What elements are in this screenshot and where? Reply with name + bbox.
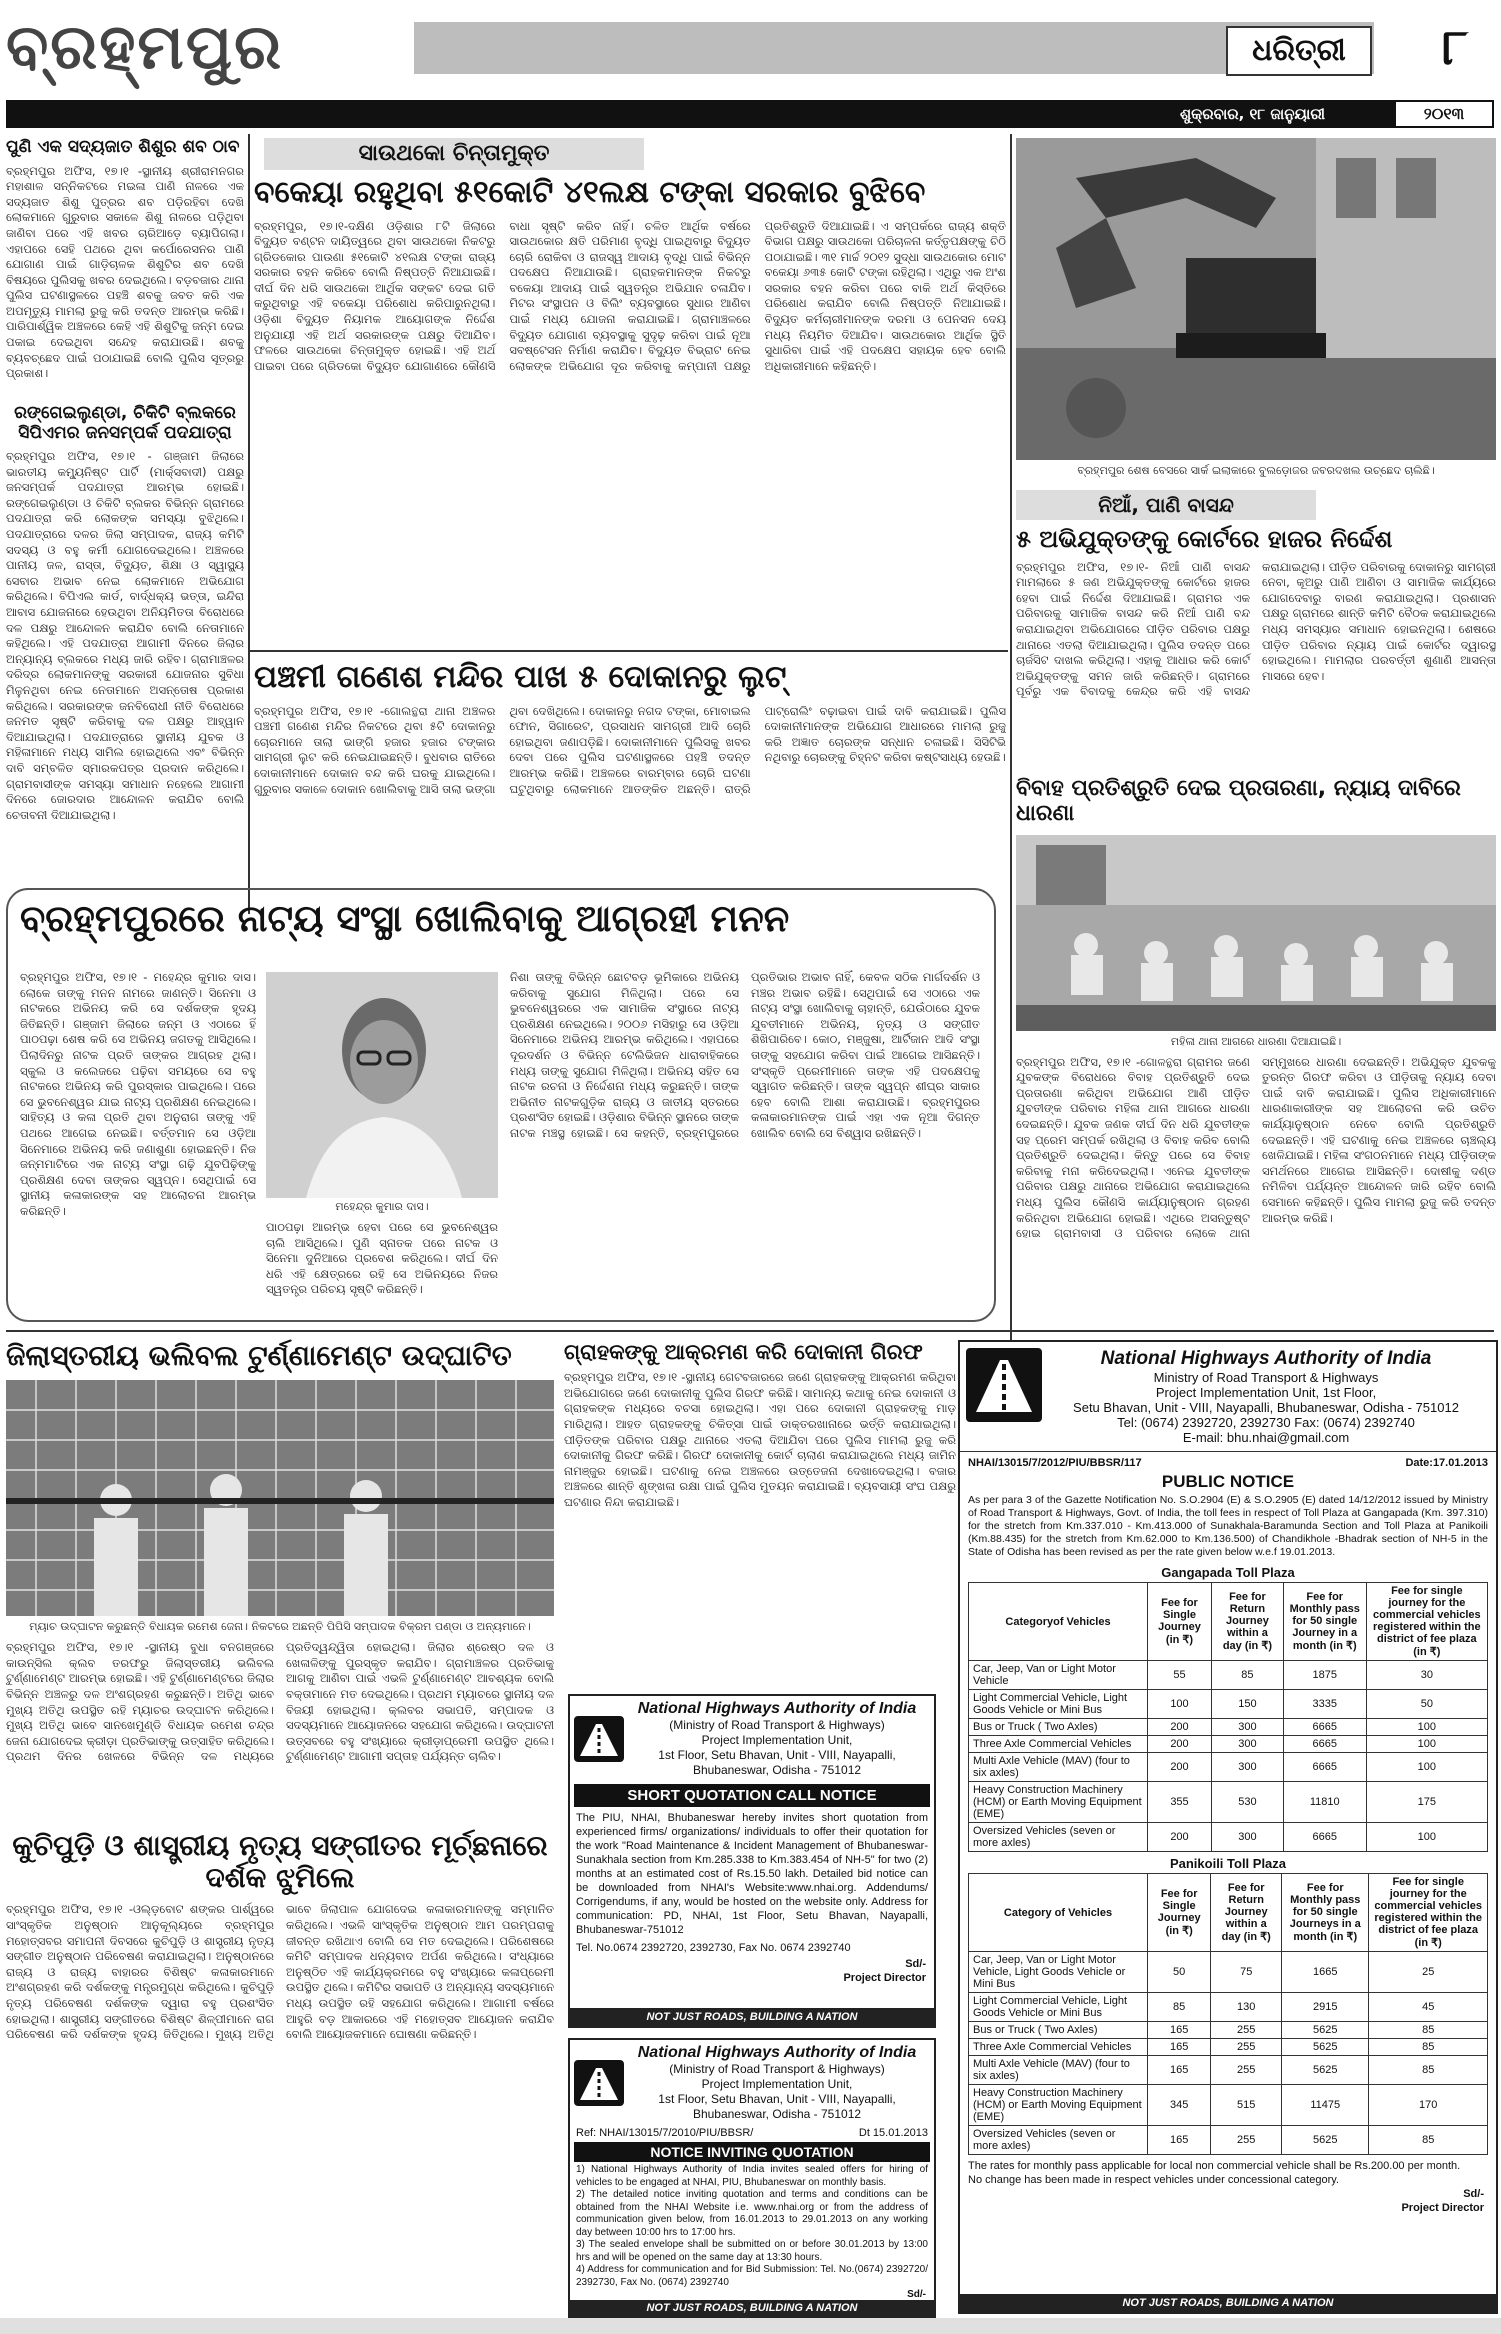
article-body-left: ବ୍ରହ୍ମପୁର ଅଫିସ, ୧୭।୧ - ମହେନ୍ଦ୍ର କୁମାର ଦାସ। ଲୋକେ ତାଙ୍କୁ ମନନ ନାମରେ ଜାଣନ୍ତି। ସିନେମା ଓ ନାଟକରେ ଅଭିନୟ କରି ସେ ଦର୍ଶକଙ୍କ ହୃଦୟ ଜିତିଛନ୍ତି। ଗଞ୍ଜାମ ଜିଲାରେ ଜନ୍ମ ଓ ଏଠାରେ ହିଁ ପାଠପଢ଼ା ଶେଷ କରି ସେ ଅଭିନୟ ଜଗତକୁ ଆସିଥିଲେ। ପିଲାଦିନରୁ ନାଟକ ପ୍ରତି ତାଙ୍କର ଆଗ୍ରହ ଥିଲା। ସ୍କୁଲ ଓ କଲେଜରେ ପଢ଼ିବା ସମୟରେ ସେ ବହୁ ନାଟକରେ ଅଭିନୟ କରି ପୁରସ୍କାର ପାଇଥିଲେ। ପରେ ସେ ଭୁବନେଶ୍ୱର ଯାଇ ନାଟ୍ୟ ପ୍ରଶିକ୍ଷଣ ନେଇଥିଲେ। ସାହିତ୍ୟ ଓ କଳା ପ୍ରତି ଥିବା ଅନୁରାଗ ତାଙ୍କୁ ଏହି ପଥରେ ଆଗେଇ ନେଇଛି। ବର୍ତ୍ତମାନ ସେ ଓଡ଼ିଆ ସିନେମାରେ ଅଭିନୟ କରି ଜଣାଶୁଣା ହୋଇଛନ୍ତି। ନିଜ ଜନ୍ମମାଟିରେ ଏକ ନାଟ୍ୟ ସଂସ୍ଥା ଗଢ଼ି ଯୁବପିଢ଼ିଙ୍କୁ ପ୍ରଶିକ୍ଷଣ ଦେବା ତାଙ୍କର ସ୍ୱପ୍ନ। ସେଥିପାଇଁ ସେ ସ୍ଥାନୀୟ କଳାକାରଙ୍କ ସହ ଆଲୋଚନା ଆରମ୍ଭ କରିଛନ୍ତି। <box>20 970 256 1218</box>
table-row <box>969 1823 1488 1852</box>
nhai-logo-icon <box>574 1716 624 1762</box>
ad-sd: Sd/- <box>1463 2188 1484 2200</box>
headline: ରଙ୍ଗେଇଲୁଣ୍ଡା, ଚିକିଟି ବ୍ଲକରେ ସିପିଏମର ଜନସମ୍ପର୍କ ପଦଯାତ୍ରା <box>14 403 236 443</box>
article-body: ବ୍ରହ୍ମପୁର ଅଫିସ, ୧୭।୧ -ଗୋଳନ୍ଥରା ଗ୍ରାମର ଜଣେ ଯୁବକଙ୍କ ବିରୋଧରେ ବିବାହ ପ୍ରତିଶ୍ରୁତି ଦେଇ ପ୍ରତାରଣା କରିଥିବା ଅଭିଯୋଗ ଆଣି ପୀଡ଼ିତ ଯୁବତୀଙ୍କ ପରିବାର ମହିଳା ଥାନା ଆଗରେ ଧାରଣା ଦେଇଛନ୍ତି। ଯୁବକ ଜଣକ ଦୀର୍ଘ ଦିନ ଧରି ଯୁବତୀଙ୍କ ସହ ପ୍ରେମ ସମ୍ପର୍କ ରଖିଥିଲା ଓ ବିବାହ କରିବ ବୋଲି ପ୍ରତିଶ୍ରୁତି ଦେଇଥିଲା। କିନ୍ତୁ ପରେ ସେ ବିବାହ କରିବାକୁ ମନା କରିଦେଇଥିଲା। ଏନେଇ ଯୁବତୀଙ୍କ ପରିବାର ପକ୍ଷରୁ ଥାନାରେ ଅଭିଯୋଗ କରାଯାଇଥିଲେ ମଧ୍ୟ ପୁଲିସ କୌଣସି କାର୍ଯ୍ୟାନୁଷ୍ଠାନ ଗ୍ରହଣ କରିନଥିବା ଅଭିଯୋଗ ହୋଇଛି। ଏଥିରେ ଅସନ୍ତୁଷ୍ଟ ହୋଇ ଗ୍ରାମବାସୀ ଓ ପରିବାର ଲୋକେ ଥାନା ସମ୍ମୁଖରେ ଧାରଣା ଦେଇଛନ୍ତି। ଅଭିଯୁକ୍ତ ଯୁବକକୁ ତୁରନ୍ତ ଗିରଫ କରିବା ଓ ପୀଡ଼ିତାକୁ ନ୍ୟାୟ ଦେବା ପାଇଁ ଦାବି କରାଯାଇଛି। ପୁଲିସ ଅଧିକାରୀମାନେ ଧାରଣାକାରୀଙ୍କ ସହ ଆଲୋଚନା କରି ଉଚିତ କାର୍ଯ୍ୟାନୁଷ୍ଠାନ ନେବେ ବୋଲି ପ୍ରତିଶ୍ରୁତି ଦେଇଛନ୍ତି। ଏହି ଘଟଣାକୁ ନେଇ ଅଞ୍ଚଳରେ ଚାଞ୍ଚଲ୍ୟ ଖେଳିଯାଇଛି। ମହିଳା ସଂଗଠନମାନେ ମଧ୍ୟ ପୀଡ଼ିତାଙ୍କ ସମର୍ଥନରେ ଆଗେଇ ଆସିଛନ୍ତି। ଦୋଷୀକୁ ଦଣ୍ଡ ନମିଳିବା ପର୍ଯ୍ୟନ୍ତ ଆନ୍ଦୋଳନ ଜାରି ରହିବ ବୋଲି ସେମାନେ କହିଛନ୍ତି। ପୁଲିସ ମାମଲା ରୁଜୁ କରି ତଦନ୍ତ ଆରମ୍ଭ କରିଛି। <box>1016 1054 1496 1241</box>
table-cell: Heavy Construction Machinery (HCM) or Earth Moving Equipment (EME) <box>969 2085 1148 2126</box>
kicker: ନିଆଁ, ପାଣି ବାସନ୍ଦ <box>1016 490 1316 520</box>
table-cell: 165 <box>1148 2039 1211 2056</box>
article-body: ବ୍ରହ୍ମପୁର ଅଫିସ, ୧୭।୧- ନିଆଁ ପାଣି ବାସନ୍ଦ ମାମଲାରେ ୫ ଜଣ ଅଭିଯୁକ୍ତଙ୍କୁ କୋର୍ଟରେ ହାଜର ହେବା ପାଇଁ ନିର୍ଦ୍ଦେଶ ଦିଆଯାଇଛି। ଗ୍ରାମର ଏକ ପରିବାରକୁ ସାମାଜିକ ବାସନ୍ଦ କରି ନିଆଁ ପାଣି ବନ୍ଦ କରାଯାଇଥିବା ଅଭିଯୋଗରେ ପୀଡ଼ିତ ପରିବାର ପକ୍ଷରୁ ଥାନାରେ ଏତଲା ଦିଆଯାଇଥିଲା। ପୁଲିସ ତଦନ୍ତ ପରେ ଚାର୍ଜସିଟ ଦାଖଲ କରିଥିଲା। ଏହାକୁ ଆଧାର କରି କୋର୍ଟ ଅଭିଯୁକ୍ତଙ୍କୁ ସମନ ଜାରି କରିଛନ୍ତି। ଗ୍ରାମରେ ପୂର୍ବରୁ ଏକ ବିବାଦକୁ କେନ୍ଦ୍ର କରି ଏହି ବାସନ୍ଦ କରାଯାଇଥିଲା। ପୀଡ଼ିତ ପରିବାରକୁ ଦୋକାନରୁ ସାମଗ୍ରୀ ନେବା, କୂଅରୁ ପାଣି ଆଣିବା ଓ ସାମାଜିକ କାର୍ଯ୍ୟରେ ଯୋଗଦେବାରୁ ବାରଣ କରାଯାଇଥିଲା। ପ୍ରଶାସନ ପକ୍ଷରୁ ଗ୍ରାମରେ ଶାନ୍ତି କମିଟି ବୈଠକ କରାଯାଇଥିଲେ ମଧ୍ୟ ସମସ୍ୟାର ସମାଧାନ ହୋଇନଥିଲା। ଶେଷରେ ପୀଡ଼ିତ ପରିବାର ନ୍ୟାୟ ପାଇଁ କୋର୍ଟର ଦ୍ୱାରସ୍ଥ ହୋଇଥିଲେ। ମାମଲାର ପରବର୍ତ୍ତୀ ଶୁଣାଣି ଆସନ୍ତା ମାସରେ ହେବ। <box>1016 559 1496 699</box>
page-number: ୮ <box>1441 18 1469 76</box>
article-manan-theatre <box>6 888 996 1322</box>
ad-tagline: NOT JUST ROADS, BUILDING A NATION <box>960 2294 1496 2312</box>
table-cell: 85 <box>1369 2039 1488 2056</box>
ad-ref: Ref: NHAI/13015/7/2010/PIU/BBSR/ <box>576 2127 754 2139</box>
section-rule <box>250 650 1008 652</box>
ad-item: 3) The sealed envelope shall be submitted on or before 30.01.2013 by 13:00 hrs and will be opened on the same day at 13:30 hours. <box>576 2239 928 2263</box>
table-header: Fee for Single Journey (in ₹) <box>1148 1583 1212 1661</box>
table-cell: 25 <box>1369 1952 1488 1993</box>
toll-table-panikoili <box>968 1873 1488 2155</box>
ad-title: SHORT QUOTATION CALL NOTICE <box>574 1784 930 1807</box>
page-bottom-bar <box>0 2318 1501 2334</box>
headline: ବକେୟା ରହୁଥିବା ୫୧କୋଟି ୪୧ଲକ୍ଷ ଟଙ୍କା ସରକାର ବୁଝିବେ <box>254 175 926 210</box>
ad-footnote: The rates for monthly pass applicable for local non commercial vehicle shall be Rs.200.00 per month. <box>968 2160 1461 2172</box>
dharna-photo <box>1016 835 1496 1031</box>
table-cell: 165 <box>1148 2126 1211 2155</box>
ad-signatory: Project Director <box>1401 2202 1484 2214</box>
table-cell: Light Commercial Vehicle, Light Goods Vehicle or Mini Bus <box>969 1690 1148 1719</box>
table-cell: 300 <box>1211 1736 1283 1753</box>
article-southco <box>254 138 1006 573</box>
table-header: Fee for single journey for the commercial vehicles registered within the district of fee plaza (in ₹) <box>1366 1583 1487 1661</box>
table-cell: 1875 <box>1283 1661 1366 1690</box>
table-cell: Oversized Vehicles (seven or more axles) <box>969 2126 1148 2155</box>
ad-tagline: NOT JUST ROADS, BUILDING A NATION <box>570 2008 934 2026</box>
table-cell: 50 <box>1366 1690 1487 1719</box>
table-cell: Car, Jeep, Van or Light Motor Vehicle <box>969 1661 1148 1690</box>
table-cell: 300 <box>1211 1719 1283 1736</box>
photo-caption: ମହେନ୍ଦ୍ର କୁମାର ଦାସ। <box>335 1200 429 1213</box>
table-cell: 165 <box>1148 2056 1211 2085</box>
article-kuchipudi <box>6 1830 554 2278</box>
headline: ବିବାହ ପ୍ରତିଶ୍ରୁତି ଦେଇ ପ୍ରତାରଣା, ନ୍ୟାୟ ଦାବିରେ ଧାରଣା <box>1016 776 1461 827</box>
headline: ଜିଲାସ୍ତରୀୟ ଭଲିବଲ ଟୁର୍ଣ୍ଣାମେଣ୍ଟ ଉଦ୍‌ଘାଟିତ <box>6 1339 512 1372</box>
ad-email: E-mail: bhu.nhai@gmail.com <box>1182 1430 1350 1445</box>
table-header: Fee for Return Journey within a day (in ₹) <box>1211 1874 1282 1952</box>
article-body-right: ନିଶା ତାଙ୍କୁ ବିଭିନ୍ନ ଛୋଟବଡ଼ ଭୂମିକାରେ ଅଭିନୟ କରିବାକୁ ସୁଯୋଗ ମିଳିଥିଲା। ପରେ ସେ ଭୁବନେଶ୍ୱରରେ ଏକ ସାମାଜିକ ସଂସ୍ଥାରେ ନାଟ୍ୟ ପ୍ରଶିକ୍ଷଣ ନେଇଥିଲେ। ୨୦୦୬ ମସିହାରୁ ସେ ଓଡ଼ିଆ ସିନେମାରେ ଅଭିନୟ ଆରମ୍ଭ କରିଥିଲେ। ଏହାପରେ ଦୂରଦର୍ଶନ ଓ ବିଭିନ୍ନ ଟେଲିଭିଜନ ଧାରାବାହିକରେ ମଧ୍ୟ ତାଙ୍କୁ ସୁଯୋଗ ମିଳିଥିଲା। ଅଭିନୟ ସହିତ ସେ ନାଟକ ରଚନା ଓ ନିର୍ଦ୍ଦେଶନା ମଧ୍ୟ କରୁଛନ୍ତି। ତାଙ୍କ ଅଭିନୀତ ନାଟକଗୁଡ଼ିକ ରାଜ୍ୟ ଓ ଜାତୀୟ ସ୍ତରରେ ପ୍ରଶଂସିତ ହୋଇଛି। ଓଡ଼ିଶାର ବିଭିନ୍ନ ସ୍ଥାନରେ ତାଙ୍କ ନାଟକ ମଞ୍ଚସ୍ଥ ହୋଇଛି। ସେ କହନ୍ତି, ବ୍ରହ୍ମପୁରରେ ପ୍ରତିଭାର ଅଭାବ ନାହିଁ, କେବଳ ସଠିକ ମାର୍ଗଦର୍ଶନ ଓ ମଞ୍ଚର ଅଭାବ ରହିଛି। ସେଥିପାଇଁ ସେ ଏଠାରେ ଏକ ନାଟ୍ୟ ସଂସ୍ଥା ଖୋଲିବାକୁ ଚାହାନ୍ତି, ଯେଉଁଠାରେ ଯୁବକ ଯୁବତୀମାନେ ଅଭିନୟ, ନୃତ୍ୟ ଓ ସଙ୍ଗୀତ ଶିଖିପାରିବେ। କୋଠ, ମଞ୍ଜୁଷା, ଆର୍ଟିଜାନ ଆଦି ସଂସ୍ଥା ତାଙ୍କୁ ସହଯୋଗ କରିବା ପାଇଁ ଆଗେଇ ଆସିଛନ୍ତି। ସଂସ୍କୃତି ପ୍ରେମୀମାନେ ତାଙ୍କ ଏହି ପଦକ୍ଷେପକୁ ସ୍ୱାଗତ କରିଛନ୍ତି। ତାଙ୍କ ସ୍ୱପ୍ନ ଶୀଘ୍ର ସାକାର ହେବ ବୋଲି ଆଶା କରାଯାଉଛି। ବ୍ରହ୍ମପୁରର କଳାକାରମାନଙ୍କ ପାଇଁ ଏହା ଏକ ନୂଆ ଦିଗନ୍ତ ଖୋଲିବ ବୋଲି ସେ ବିଶ୍ୱାସ ରଖିଛନ୍ତି। <box>510 970 980 1140</box>
table-cell: 530 <box>1211 1782 1283 1823</box>
nhai-logo-icon <box>574 2060 624 2106</box>
table-cell: 5625 <box>1282 2056 1369 2085</box>
table-cell: 55 <box>1148 1661 1212 1690</box>
ad-unit: Project Implementation Unit, <box>701 1733 853 1747</box>
table-cell: 100 <box>1366 1719 1487 1736</box>
ad-item: 2) The detailed notice inviting quotation and terms and conditions can be obtained from the NHAI Website i.e. www.nhai.org or from the address of communication given below, from 16.01.2013 to 29.01.2013 on any working day between 10:00 hrs to 17:00 hrs. <box>576 2189 928 2238</box>
table-cell: 85 <box>1211 1661 1283 1690</box>
table-cell: 30 <box>1366 1661 1487 1690</box>
photo-caption: ମହିଳା ଥାନା ଆଗରେ ଧାରଣା ଦିଆଯାଇଛି। <box>1170 1034 1342 1048</box>
table-row <box>969 2085 1488 2126</box>
ad-phone: Tel: (0674) 2392720, 2392730 Fax: (0674) 2392740 <box>1117 1415 1415 1430</box>
ad-body: The PIU, NHAI, Bhubaneswar hereby invites short quotation from experienced firms/ organizations/ individuals to offer their quotation for the work "Road Maintenance & Incident Management of Bhubaneswar-Sunakhala section from Km.285.338 to Km.383.454 of NH-5" for two (2) months at an estimated cost of Rs.15.50 lakh. Detailed bid notice can be downloaded from NHAI's Website:www.nhai.org. Addendums/ Corrigendums, if any, would be hosted on the website only. Address for communication: PD, NHAI, 1st Floor, Setu Bhavan, Nayapalli, Bhubaneswar-751012 <box>576 1812 928 1936</box>
table-cell: 300 <box>1211 1823 1283 1852</box>
table-cell: 5625 <box>1282 2039 1369 2056</box>
table-cell: 100 <box>1366 1753 1487 1782</box>
column-rule <box>1010 134 1012 1404</box>
table-cell: 3335 <box>1283 1690 1366 1719</box>
ad-item: 4) Address for communication and for Bid Submission: Tel. No.(0674) 2392720/ 2392730, Fax No. (0674) 2392740 <box>576 2264 928 2288</box>
table-row <box>969 1661 1488 1690</box>
headline: ଗ୍ରାହକଙ୍କୁ ଆକ୍ରମଣ କରି ଦୋକାନୀ ଗିରଫ <box>564 1340 923 1364</box>
table-cell: 85 <box>1369 2126 1488 2155</box>
table-cell: Bus or Truck ( Two Axles) <box>969 1719 1148 1736</box>
table-header: Categoryof Vehicles <box>969 1583 1148 1661</box>
ad-footnote: No change has been made in respect vehicles under concessional category. <box>968 2174 1339 2186</box>
table-row <box>969 1719 1488 1736</box>
table-cell: 255 <box>1211 2056 1282 2085</box>
toll-table-gangapada <box>968 1582 1488 1852</box>
table-cell: 45 <box>1369 1993 1488 2022</box>
ad-item: 1) National Highways Authority of India invites sealed offers for hiring of vehicles to be engaged at NHAI, PIU, Bhubaneswar on monthly basis. <box>576 2164 928 2188</box>
article-body: ବ୍ରହ୍ମପୁର, ୧୭।୧-ଦକ୍ଷିଣ ଓଡ଼ିଶାର ୮ଟି ଜିଲାରେ ବିଦ୍ୟୁତ ବଣ୍ଟନ ଦାୟିତ୍ୱରେ ଥିବା ସାଉଥକୋ ନିକଟରୁ ଗ୍ରିଡକୋର ପାଉଣା ୫୧କୋଟି ୪୧ଲକ୍ଷ ଟଙ୍କା ରାଜ୍ୟ ସରକାର ବହନ କରିବେ ବୋଲି ନିଷ୍ପତ୍ତି ନିଆଯାଇଛି। ଦୀର୍ଘ ଦିନ ଧରି ସାଉଥକୋ ଆର୍ଥିକ ସଙ୍କଟ ଦେଇ ଗତି କରୁଥିବାରୁ ଏହି ବକେୟା ପରିଶୋଧ କରିପାରୁନଥିଲା। ଓଡ଼ିଶା ବିଦ୍ୟୁତ ନିୟାମକ ଆୟୋଗଙ୍କ ନିର୍ଦ୍ଦେଶ ଅନୁଯାୟୀ ଏହି ଅର୍ଥ ସରକାରଙ୍କ ପକ୍ଷରୁ ଦିଆଯିବ। ଫଳରେ ସାଉଥକୋ ଚିନ୍ତାମୁକ୍ତ ହୋଇଛି। ଏହି ଅର୍ଥ ପାଇବା ପରେ ଗ୍ରିଡକୋ ବିଦ୍ୟୁତ ଯୋଗାଣରେ କୌଣସି ବାଧା ସୃଷ୍ଟି କରିବ ନାହିଁ। ଚଳିତ ଆର୍ଥିକ ବର୍ଷରେ ସାଉଥକୋର କ୍ଷତି ପରିମାଣ ବୃଦ୍ଧି ପାଇଥିବାରୁ ବିଦ୍ୟୁତ ଚୋରି ରୋକିବା ଓ ରାଜସ୍ୱ ଆଦାୟ ବୃଦ୍ଧି ପାଇଁ ବିଭିନ୍ନ ପଦକ୍ଷେପ ନିଆଯାଉଛି। ଗ୍ରାହକମାନଙ୍କ ନିକଟରୁ ବକେୟା ଆଦାୟ ପାଇଁ ସ୍ୱତନ୍ତ୍ର ଅଭିଯାନ ଚଳାଯିବ। ମିଟର ସଂସ୍ଥାପନ ଓ ବିଲିଂ ବ୍ୟବସ୍ଥାରେ ସୁଧାର ଆଣିବା ପାଇଁ ମଧ୍ୟ ଯୋଜନା କରାଯାଇଛି। ଗ୍ରାମାଞ୍ଚଳରେ ବିଦ୍ୟୁତ ଯୋଗାଣ ବ୍ୟବସ୍ଥାକୁ ସୁଦୃଢ଼ କରିବା ପାଇଁ ନୂଆ ସବଷ୍ଟେସନ ନିର୍ମାଣ କରାଯିବ। ବିଦ୍ୟୁତ ବିଭ୍ରାଟ ନେଇ ଲୋକଙ୍କ ଅଭିଯୋଗ ଦୂର କରିବାକୁ କମ୍ପାନୀ ପକ୍ଷରୁ ପ୍ରତିଶ୍ରୁତି ଦିଆଯାଇଛି। ଏ ସମ୍ପର୍କରେ ରାଜ୍ୟ ଶକ୍ତି ବିଭାଗ ପକ୍ଷରୁ ସାଉଥକୋ ପରିଚାଳନା କର୍ତ୍ତୃପକ୍ଷଙ୍କୁ ଚିଠି ପଠାଯାଇଛି। ୩୧ ମାର୍ଚ୍ଚ ୨୦୧୨ ସୁଦ୍ଧା ସାଉଥକୋର ମୋଟ ବକେୟା ୬୩୫ କୋଟି ଟଙ୍କା ରହିଥିଲା। ଏଥିରୁ ଏକ ଅଂଶ ସରକାର ବହନ କରିବା ପରେ ବାକି ଅର୍ଥ କିସ୍ତିରେ ପରିଶୋଧ କରାଯିବ ବୋଲି ନିଷ୍ପତ୍ତି ନିଆଯାଇଛି। ବିଦ୍ୟୁତ କର୍ମଚାରୀମାନଙ୍କ ଦରମା ଓ ପେନସନ ଦେୟ ମଧ୍ୟ ନିୟମିତ ଦିଆଯିବ। ସାଉଥକୋର ଆର୍ଥିକ ସ୍ଥିତି ସୁଧାରିବା ପାଇଁ ଏହି ପଦକ୍ଷେପ ସହାୟକ ହେବ ବୋଲି ଅଧିକାରୀମାନେ କହିଛନ୍ତି। <box>254 218 1006 373</box>
ad-org: National Highways Authority of India <box>637 2044 917 2061</box>
article-stillborn <box>6 138 244 414</box>
table-row <box>969 1993 1488 2022</box>
ad-org: National Highways Authority of India <box>1100 1348 1432 1369</box>
table-row <box>969 1690 1488 1719</box>
table-cell: 11810 <box>1283 1782 1366 1823</box>
article-body: ବ୍ରହ୍ମପୁର ଅଫିସ, ୧୭।୧ -ଓଲ୍ଡ଼ବୋଟ ଶଙ୍କର ପାର୍ଶ୍ୱରେ ସାଂସ୍କୃତିକ ଅନୁଷ୍ଠାନ ଆନୁକୂଲ୍ୟରେ ବ୍ରହ୍ମପୁର ମହୋତ୍ସବର ସମାପନୀ ଦିବସରେ କୁଚିପୁଡ଼ି ଓ ଶାସ୍ତ୍ରୀୟ ନୃତ୍ୟ ସଙ୍ଗୀତ ଅନୁଷ୍ଠାନ ପରିବେଷଣ କରାଯାଇଥିଲା। ଅନୁଷ୍ଠାନରେ ରାଜ୍ୟ ଓ ରାଜ୍ୟ ବାହାରର ବିଶିଷ୍ଟ କଳାକାରମାନେ ଅଂଶଗ୍ରହଣ କରି ଦର୍ଶକଙ୍କୁ ମନ୍ତ୍ରମୁଗ୍ଧ କରିଥିଲେ। କୁଚିପୁଡ଼ି ନୃତ୍ୟ ପରିବେଷଣ ଦର୍ଶକଙ୍କ ଦ୍ୱାରା ବହୁ ପ୍ରଶଂସିତ ହୋଇଥିଲା। ଶାସ୍ତ୍ରୀୟ ସଙ୍ଗୀତରେ ବିଶିଷ୍ଟ ଶିଳ୍ପୀମାନେ ରାଗ ପରିବେଷଣ କରି ଦର୍ଶକଙ୍କ ହୃଦୟ ଜିତିଥିଲେ। ମୁଖ୍ୟ ଅତିଥି ଭାବେ ଜିଲାପାଳ ଯୋଗଦେଇ କଳାକାରମାନଙ୍କୁ ସମ୍ମାନିତ କରିଥିଲେ। ଏଭଳି ସାଂସ୍କୃତିକ ଅନୁଷ୍ଠାନ ଆମ ପରମ୍ପରାକୁ ଜୀବନ୍ତ ରଖିଥାଏ ବୋଲି ସେ ମତ ଦେଇଥିଲେ। ପରିଶେଷରେ କମିଟି ସମ୍ପାଦକ ଧନ୍ୟବାଦ ଅର୍ପଣ କରିଥିଲେ। ସଂଧ୍ୟାରେ ଅନୁଷ୍ଠିତ ଏହି କାର୍ଯ୍ୟକ୍ରମରେ ବହୁ ସଂଖ୍ୟାରେ କଳାପ୍ରେମୀ ଉପସ୍ଥିତ ଥିଲେ। କମିଟିର ସଭାପତି ଓ ଅନ୍ୟାନ୍ୟ ସଦସ୍ୟମାନେ ମଧ୍ୟ ଉପସ୍ଥିତ ରହି ସହଯୋଗ କରିଥିଲେ। ଆଗାମୀ ବର୍ଷରେ ଆହୁରି ବଡ଼ ଆକାରରେ ଏହି ମହୋତ୍ସବ ଆୟୋଜନ କରାଯିବ ବୋଲି ଆୟୋଜକମାନେ ଘୋଷଣା କରିଛନ୍ତି। <box>6 1902 554 2042</box>
ad-tel: Tel. No.0674 2392720, 2392730, Fax No. 0674 2392740 <box>576 1942 851 1954</box>
headline: ପଞ୍ଚମୀ ଗଣେଶ ମନ୍ଦିର ପାଖ ୫ ଦୋକାନରୁ ଲୁଟ୍ <box>254 659 787 695</box>
headline: କୁଚିପୁଡ଼ି ଓ ଶାସ୍ତ୍ରୀୟ ନୃତ୍ୟ ସଙ୍ଗୀତର ମୂର୍ଚ୍ଛନାରେ ଦର୍ଶକ ଝୁମିଲେ <box>12 1829 548 1895</box>
table-row <box>969 1782 1488 1823</box>
ad-date: Dt 15.01.2013 <box>858 2127 928 2139</box>
bulldozer-photo <box>1016 138 1496 460</box>
ad-ministry: (Ministry of Road Transport & Highways) <box>669 1718 885 1732</box>
table-cell: Heavy Construction Machinery (HCM) or Earth Moving Equipment (EME) <box>969 1782 1148 1823</box>
table-cell: 515 <box>1211 2085 1282 2126</box>
table-header: Fee for Monthly pass for 50 single Journeys in a month (in ₹) <box>1282 1874 1369 1952</box>
table-cell: 355 <box>1148 1782 1212 1823</box>
table-cell: 6665 <box>1283 1753 1366 1782</box>
ad-sd: Sd/- <box>907 2289 926 2300</box>
table-cell: 300 <box>1211 1753 1283 1782</box>
article-body-under-photo: ପାଠପଢ଼ା ଆରମ୍ଭ ହେବା ପରେ ସେ ଭୁବନେଶ୍ୱର ଚାଲି ଆସିଥିଲେ। ପୁଣି ସ୍ନାତକ ପରେ ନାଟକ ଓ ସିନେମା ଦୁନିଆରେ ପ୍ରବେଶ କରିଥିଲେ। ଦୀର୍ଘ ଦିନ ଧରି ଏହି କ୍ଷେତ୍ରରେ ରହି ସେ ଅଭିନୟରେ ନିଜର ସ୍ୱତନ୍ତ୍ର ପରିଚୟ ସୃଷ୍ଟି କରିଛନ୍ତି। <box>266 1220 498 1297</box>
table-row <box>969 2039 1488 2056</box>
ad-address: 1st Floor, Setu Bhavan, Unit - VIII, Nayapalli, Bhubaneswar, Odisha - 751012 <box>658 2092 896 2121</box>
ad-short-quotation <box>568 1694 936 2028</box>
table-cell: 175 <box>1366 1782 1487 1823</box>
table-cell: 100 <box>1366 1736 1487 1753</box>
nhai-logo-icon <box>966 1348 1042 1422</box>
table-header: Fee for single journey for the commercial vehicles registered within the district of fee plaza (in ₹) <box>1369 1874 1488 1952</box>
article-ganesh-temple-loot <box>254 660 1006 894</box>
table-row <box>969 1736 1488 1753</box>
ad-unit: Project Implementation Unit, 1st Floor, <box>1155 1385 1377 1400</box>
article-cpim-padayatra <box>6 404 244 909</box>
article-marriage-fraud <box>1016 776 1496 1305</box>
ad-address: Setu Bhavan, Unit - VIII, Nayapalli, Bhubaneswar, Odisha - 751012 <box>1073 1400 1459 1415</box>
article-shopkeeper-arrest <box>564 1340 956 1660</box>
ad-org: National Highways Authority of India <box>637 1700 917 1717</box>
section-rule <box>6 1330 1494 1332</box>
ad-public-notice <box>958 1340 1498 2314</box>
table-cell: 255 <box>1211 2022 1282 2039</box>
table-cell: 200 <box>1148 1736 1212 1753</box>
headline: ପୁଣି ଏକ ସଦ୍ୟଜାତ ଶିଶୁର ଶବ ଠାବ <box>6 137 240 157</box>
table-cell: Multi Axle Vehicle (MAV) (four to six axles) <box>969 2056 1148 2085</box>
ad-sd: Sd/- <box>905 1958 926 1970</box>
article-social-boycott <box>1016 490 1496 718</box>
table-header: Fee for Return Journey within a day (in ₹) <box>1211 1583 1283 1661</box>
ad-intro: As per para 3 of the Gazette Notification No. S.O.2904 (E) & S.O.2905 (E) dated 14/12/2012 issued by Ministry of Road Transport & Highways, Govt. of India, the toll fees in respect of Toll Plaza at Gangapada (Km. 397.310) for the stretch from Km.337.010 - Km.413.000 of Sunakhala-Baramunda Section and Toll Plaza at Panikoili (Km.88.435) for the stretch from Km.62.000 to Km.136.500) of Chandikhole -Bhadrak section of NH-5 in the State of Odisha has been revised as per the rate given below w.e.f 19.01.2013. <box>968 1494 1488 1558</box>
table-cell: 150 <box>1211 1690 1283 1719</box>
ad-title: PUBLIC NOTICE <box>1161 1472 1295 1491</box>
table-header: Fee for Single Journey (in ₹) <box>1148 1874 1211 1952</box>
ad-tagline: NOT JUST ROADS, BUILDING A NATION <box>570 2300 934 2316</box>
table-cell: 200 <box>1148 1823 1212 1852</box>
article-body: ବ୍ରହ୍ମପୁର ଅଫିସ, ୧୭।୧ -ସ୍ଥାନୀୟ ଶ୍ରୀରାମନଗର ମହାଶାଳ ସନ୍ନିକଟରେ ମଇଳା ପାଣି ନାଳରେ ଏକ ସଦ୍ୟଜାତ ଶିଶୁ ପୁତ୍ରର ଶବ ପଡ଼ିରହିବା ଦେଖି ଲୋକମାନେ ଗୁରୁବାର ସକାଳେ ଶିଶୁ ନାଳରେ ପଡ଼ିଥିବା ଜାଣିବା ପରେ ଏହି ଖବର ଚାରିଆଡ଼େ ବ୍ୟାପିଗଲା। ଏହାପରେ ସେହି ପଥରେ ଥିବା କର୍ପୋରେସନର ପାଣି ଯୋଗାଣ ପାଇଁ ଗାଡ଼ିଚାଳକ ଶିଶୁଟିର ଶବ ଦେଖି ବିଷୟରେ ପୁଲିସକୁ ଖବର ଦେଇଥିଲେ। ବଡ଼ବଜାର ଥାନା ପୁଲିସ ଘଟଣାସ୍ଥଳରେ ପହଞ୍ଚି ଶବକୁ ଜବତ କରି ଏକ ଅପମୃତ୍ୟୁ ମାମଲା ରୁଜୁ କରି ତଦନ୍ତ ଆରମ୍ଭ କରିଛି। ପାରିପାର୍ଶ୍ୱିକ ଅଞ୍ଚଳରେ କେହି ଏହି ଶିଶୁଟିକୁ ଜନ୍ମ ଦେଇ ପକାଇ ଦେଇଥିବା ସନ୍ଦେହ କରାଯାଉଛି। ଶବକୁ ବ୍ୟବଚ୍ଛେଦ ପାଇଁ ପଠାଯାଇଛି ବୋଲି ପୁଲିସ ସୂତ୍ରରୁ ପ୍ରକାଶ। <box>6 163 244 381</box>
table-cell: 100 <box>1366 1823 1487 1852</box>
table-cell: 200 <box>1148 1719 1212 1736</box>
table-cell: 255 <box>1211 2126 1282 2155</box>
article-body: ବ୍ରହ୍ମପୁର ଅଫିସ, ୧୭।୧ - ଗଞ୍ଜାମ ଜିଲାରେ ଭାରତୀୟ କମ୍ୟୁନିଷ୍ଟ ପାର୍ଟି (ମାର୍କ୍ସବାଦୀ) ପକ୍ଷରୁ ଜନସମ୍ପର୍କ ପଦଯାତ୍ରା ଆରମ୍ଭ ହୋଇଛି। ରଙ୍ଗେଇଲୁଣ୍ଡା ଓ ଚିକିଟି ବ୍ଲକର ବିଭିନ୍ନ ଗ୍ରାମରେ ପଦଯାତ୍ରା କରି ଲୋକଙ୍କ ସମସ୍ୟା ବୁଝିଥିଲେ। ପଦଯାତ୍ରାରେ ଦଳର ଜିଲା ସମ୍ପାଦକ, ରାଜ୍ୟ କମିଟି ସଦସ୍ୟ ଓ ବହୁ କର୍ମୀ ଯୋଗଦେଇଥିଲେ। ଅଞ୍ଚଳରେ ପାନୀୟ ଜଳ, ରାସ୍ତା, ବିଦ୍ୟୁତ, ଶିକ୍ଷା ଓ ସ୍ୱାସ୍ଥ୍ୟ ସେବାର ଅଭାବ ନେଇ ଲୋକମାନେ ଅଭିଯୋଗ କରିଥିଲେ। ବିପିଏଲ କାର୍ଡ, ବାର୍ଦ୍ଧକ୍ୟ ଭତ୍ତା, ଇନ୍ଦିରା ଆବାସ ଯୋଜନାରେ ହେଉଥିବା ଅନିୟମିତତା ବିରୋଧରେ ଦଳ ପକ୍ଷରୁ ଆନ୍ଦୋଳନ କରାଯିବ ବୋଲି ନେତାମାନେ କହିଥିଲେ। ଏହି ପଦଯାତ୍ରା ଆଗାମୀ ଦିନରେ ଜିଲାର ଅନ୍ୟାନ୍ୟ ବ୍ଲକରେ ମଧ୍ୟ ଜାରି ରହିବ। ଗ୍ରାମାଞ୍ଚଳର ଦରିଦ୍ର ଲୋକମାନଙ୍କୁ ସରକାରୀ ଯୋଜନାର ସୁବିଧା ମିଳୁନଥିବା ନେଇ ନେତାମାନେ ଅସନ୍ତୋଷ ପ୍ରକାଶ କରିଥିଲେ। ସରକାରଙ୍କ ଜନବିରୋଧୀ ନୀତି ବିରୋଧରେ ଜନମତ ସୃଷ୍ଟି କରିବାକୁ ଦଳ ପକ୍ଷରୁ ଆହ୍ୱାନ ଦିଆଯାଇଥିଲା। ପଦଯାତ୍ରାରେ ସ୍ଥାନୀୟ ଯୁବକ ଓ ମହିଳାମାନେ ମଧ୍ୟ ସାମିଲ ହୋଇଥିଲେ ଏବଂ ବିଭିନ୍ନ ଦାବି ସମ୍ବଳିତ ସ୍ମାରକପତ୍ର ପ୍ରଦାନ କରିଥିଲେ। ଗ୍ରାମବାସୀଙ୍କ ସମସ୍ୟା ସମାଧାନ ନହେଲେ ଆଗାମୀ ଦିନରେ ଜୋରଦାର ଆନ୍ଦୋଳନ କରାଯିବ ବୋଲି ଚେତାବନୀ ଦିଆଯାଇଥିଲା। <box>6 449 244 822</box>
table-row <box>969 1753 1488 1782</box>
table-header: Fee for Monthly pass for 50 single Journey in a month (in ₹) <box>1283 1583 1366 1661</box>
table-header: Category of Vehicles <box>969 1874 1148 1952</box>
issue-year: ୨୦୧୩ <box>1396 102 1492 126</box>
table-cell: Car, Jeep, Van or Light Motor Vehicle, Light Goods Vehicle or Mini Bus <box>969 1952 1148 1993</box>
table-row <box>969 2056 1488 2085</box>
article-volleyball <box>6 1340 554 1800</box>
ad-ministry: Ministry of Road Transport & Highways <box>1153 1370 1379 1385</box>
kicker: ସାଉଥକୋ ଚିନ୍ତାମୁକ୍ତ <box>264 138 644 170</box>
ad-title: NOTICE INVITING QUOTATION <box>574 2142 930 2162</box>
table-cell: 345 <box>1148 2085 1211 2126</box>
table-cell: 50 <box>1148 1952 1211 1993</box>
table-cell: Multi Axle Vehicle (MAV) (four to six axles) <box>969 1753 1148 1782</box>
table-cell: 75 <box>1211 1952 1282 1993</box>
article-body: ବ୍ରହ୍ମପୁର ଅଫିସ, ୧୭।୧ -ସ୍ଥାନୀୟ ବୁଧା ବନଗଞ୍ଜରେ କାଉନ୍ସିଲ କ୍ଲବ ତରଫରୁ ଜିଲାସ୍ତରୀୟ ଭଲିବଲ ଟୁର୍ଣ୍ଣାମେଣ୍ଟ ଆରମ୍ଭ ହୋଇଛି। ଏହି ଟୁର୍ଣ୍ଣାମେଣ୍ଟରେ ଜିଲାର ବିଭିନ୍ନ ଅଞ୍ଚଳରୁ ଦଳ ଅଂଶଗ୍ରହଣ କରୁଛନ୍ତି। ଅତିଥି ଭାବେ ମୁଖ୍ୟ ଅତିଥି ଉପସ୍ଥିତ ରହି ମ୍ୟାଚର ଉଦ୍‌ଘାଟନ କରିଥିଲେ। ମୁଖ୍ୟ ଅତିଥି ଭାବେ ସାନଖେମୁଣ୍ଡି ବିଧାୟକ ରମେଶ ଚନ୍ଦ୍ର ଜେନା ଯୋଗଦେଇ କ୍ରୀଡ଼ା ପ୍ରତିଭାଙ୍କୁ ଉତ୍ସାହିତ କରିଥିଲେ। ପ୍ରଥମ ଦିନର ଖେଳରେ ବିଭିନ୍ନ ଦଳ ମଧ୍ୟରେ ପ୍ରତିଦ୍ୱନ୍ଦ୍ୱିତା ହୋଇଥିଲା। ଜିଲାର ଶ୍ରେଷ୍ଠ ଦଳ ଓ ଖେଳାଳିଙ୍କୁ ପୁରସ୍କୃତ କରାଯିବ। ଗ୍ରାମାଞ୍ଚଳର ପ୍ରତିଭାକୁ ଆଗକୁ ଆଣିବା ପାଇଁ ଏଭଳି ଟୁର୍ଣ୍ଣାମେଣ୍ଟ ଆବଶ୍ୟକ ବୋଲି ବକ୍ତାମାନେ ମତ ଦେଇଥିଲେ। ପ୍ରଥମ ମ୍ୟାଚରେ ସ୍ଥାନୀୟ ଦଳ ବିଜୟୀ ହୋଇଥିଲା। କ୍ଲବର ସଭାପତି, ସମ୍ପାଦକ ଓ ସଦସ୍ୟମାନେ ଆୟୋଜନରେ ସହଯୋଗ କରିଥିଲେ। ଉଦ୍‌ଘାଟନୀ ଉତ୍ସବରେ ବହୁ ସଂଖ୍ୟାରେ କ୍ରୀଡ଼ାପ୍ରେମୀ ଉପସ୍ଥିତ ଥିଲେ। ଟୁର୍ଣ୍ଣାମେଣ୍ଟ ଆଗାମୀ ସପ୍ତାହ ପର୍ଯ୍ୟନ୍ତ ଚାଲିବ। <box>6 1640 554 1764</box>
photo-caption: ମ୍ୟାଚ ଉଦ୍‌ଘାଟନ କରୁଛନ୍ତି ବିଧାୟକ ରମେଶ ଜେନା। ନିକଟରେ ଅଛନ୍ତି ପିପିସି ସମ୍ପାଦକ ବିକ୍ରମ ପଣ୍ଡା ଓ ଅନ୍ୟମାନେ। <box>29 1620 531 1634</box>
table-cell: 170 <box>1369 2085 1488 2126</box>
table-cell: 85 <box>1369 2022 1488 2039</box>
table-cell: 165 <box>1148 2022 1211 2039</box>
table-cell: Light Commercial Vehicle, Light Goods Vehicle or Mini Bus <box>969 1993 1148 2022</box>
table-cell: 6665 <box>1283 1823 1366 1852</box>
portrait-photo <box>266 972 498 1198</box>
ad-address: 1st Floor, Setu Bhavan, Unit - VIII, Nayapalli, Bhubaneswar, Odisha - 751012 <box>658 1748 896 1777</box>
table-cell: 1665 <box>1282 1952 1369 1993</box>
table-cell: 6665 <box>1283 1736 1366 1753</box>
article-body: ବ୍ରହ୍ମପୁର ଅଫିସ, ୧୭।୧ -ସ୍ଥାନୀୟ ଗେଟବଜାରରେ ଜଣେ ଗ୍ରାହକଙ୍କୁ ଆକ୍ରମଣ କରିଥିବା ଅଭିଯୋଗରେ ଜଣେ ଦୋକାନୀକୁ ପୁଲିସ ଗିରଫ କରିଛି। ସାମାନ୍ୟ କଥାକୁ ନେଇ ଦୋକାନୀ ଓ ଗ୍ରାହକଙ୍କ ମଧ୍ୟରେ ବଚସା ହୋଇଥିଲା। ଏହା ପରେ ଦୋକାନୀ ଗ୍ରାହକଙ୍କୁ ମାଡ଼ ମାରିଥିଲା। ଆହତ ଗ୍ରାହକଙ୍କୁ ଚିକିତ୍ସା ପାଇଁ ଡାକ୍ତରଖାନାରେ ଭର୍ତ୍ତି କରାଯାଇଥିଲା। ପୀଡ଼ିତଙ୍କ ପରିବାର ପକ୍ଷରୁ ଥାନାରେ ଏତଲା ଦିଆଯିବା ପରେ ପୁଲିସ ମାମଲା ରୁଜୁ କରି ଦୋକାନୀକୁ ଗିରଫ କରିଛି। ଗିରଫ ଦୋକାନୀକୁ କୋର୍ଟ ଚାଲାଣ କରାଯାଇଥିଲେ ମଧ୍ୟ ଜାମିନ ନାମଞ୍ଜୁର ହୋଇଛି। ଘଟଣାକୁ ନେଇ ଅଞ୍ଚଳରେ ଉତ୍ତେଜନା ଦେଖାଦେଇଥିଲା। ବଜାର ଅଞ୍ଚଳରେ ଶାନ୍ତି ଶୃଙ୍ଖଳା ରକ୍ଷା ପାଇଁ ପୁଲିସ ମୁତୟନ କରାଯାଇଛି। ବ୍ୟବସାୟୀ ସଂଘ ପକ୍ଷରୁ ଘଟଣାର ନିନ୍ଦା କରାଯାଇଛି। <box>564 1370 956 1509</box>
toll-plaza-name: Gangapada Toll Plaza <box>1161 1565 1295 1580</box>
table-row <box>969 2126 1488 2155</box>
headline: ୫ ଅଭିଯୁକ୍ତଙ୍କୁ କୋର୍ଟରେ ହାଜର ନିର୍ଦ୍ଦେଶ <box>1016 525 1393 553</box>
table-cell: 11475 <box>1282 2085 1369 2126</box>
table-cell: 85 <box>1148 1993 1211 2022</box>
section-name: ଧରିତ୍ରୀ <box>1226 26 1372 76</box>
ad-ministry: (Ministry of Road Transport & Highways) <box>669 2062 885 2076</box>
ad-unit: Project Implementation Unit, <box>701 2077 853 2091</box>
headline: ବ୍ରହ୍ମପୁରରେ ନାଟ୍ୟ ସଂସ୍ଥା ଖୋଲିବାକୁ ଆଗ୍ରହୀ ମନନ <box>20 897 790 940</box>
ad-inviting-quotation <box>568 2038 936 2318</box>
masthead-logo: ବ୍ରହ୍ମପୁର <box>6 10 284 83</box>
ad-ref: NHAI/13015/7/2012/PIU/BBSR/117 <box>968 1457 1142 1469</box>
ad-date: Date:17.01.2013 <box>1405 1457 1488 1469</box>
photo-bulldozer <box>1016 138 1496 478</box>
table-cell: Three Axle Commercial Vehicles <box>969 2039 1148 2056</box>
issue-date: ଶୁକ୍ରବାର, ୧୮ ଜାନୁୟାରୀ <box>1180 105 1325 123</box>
table-cell: 6665 <box>1283 1719 1366 1736</box>
toll-plaza-name: Panikoili Toll Plaza <box>1169 1856 1287 1871</box>
table-cell: 85 <box>1369 2056 1488 2085</box>
column-rule <box>248 134 250 914</box>
table-cell: Oversized Vehicles (seven or more axles) <box>969 1823 1148 1852</box>
table-cell: 200 <box>1148 1753 1212 1782</box>
table-cell: Three Axle Commercial Vehicles <box>969 1736 1148 1753</box>
table-cell: 100 <box>1148 1690 1212 1719</box>
table-cell: 5625 <box>1282 2126 1369 2155</box>
table-cell: 130 <box>1211 1993 1282 2022</box>
volleyball-photo <box>6 1380 554 1616</box>
table-row <box>969 2022 1488 2039</box>
photo-caption: ବ୍ରହ୍ମପୁର ଶେଷ ବେସରେ ସାର୍କ ଇଲାକାରେ ବୁଲଡ଼ୋଜର ଜବରଦଖଲ ଉଚ୍ଛେଦ ଚାଲିଛି। <box>1077 464 1435 477</box>
table-cell: 255 <box>1211 2039 1282 2056</box>
table-row <box>969 1952 1488 1993</box>
table-cell: 5625 <box>1282 2022 1369 2039</box>
table-cell: Bus or Truck ( Two Axles) <box>969 2022 1148 2039</box>
table-cell: 2915 <box>1282 1993 1369 2022</box>
article-body: ବ୍ରହ୍ମପୁର ଅଫିସ, ୧୭।୧ -ଗୋଲନ୍ଥରା ଥାନା ଅଞ୍ଚଳର ପଞ୍ଚମୀ ଗଣେଶ ମନ୍ଦିର ନିକଟରେ ଥିବା ୫ଟି ଦୋକାନରୁ ଚୋରମାନେ ତାଲା ଭାଙ୍ଗି ହଜାର ହଜାର ଟଙ୍କାର ସାମଗ୍ରୀ ଲୁଟ କରି ନେଇଯାଇଛନ୍ତି। ବୁଧବାର ରାତିରେ ଦୋକାନୀମାନେ ଦୋକାନ ବନ୍ଦ କରି ଘରକୁ ଯାଇଥିଲେ। ଗୁରୁବାର ସକାଳେ ଦୋକାନ ଖୋଲିବାକୁ ଆସି ତାଲା ଭଙ୍ଗା ଥିବା ଦେଖିଥିଲେ। ଦୋକାନରୁ ନଗଦ ଟଙ୍କା, ମୋବାଇଲ ଫୋନ, ସିଗାରେଟ, ପ୍ରସାଧନ ସାମଗ୍ରୀ ଆଦି ଚୋରି ହୋଇଥିବା ଜଣାପଡ଼ିଛି। ଦୋକାନୀମାନେ ପୁଲିସକୁ ଖବର ଦେବା ପରେ ପୁଲିସ ଘଟଣାସ୍ଥଳରେ ପହଞ୍ଚି ତଦନ୍ତ ଆରମ୍ଭ କରିଛି। ଅଞ୍ଚଳରେ ବାରମ୍ବାର ଚୋରି ଘଟଣା ଘଟୁଥିବାରୁ ଲୋକମାନେ ଆତଙ୍କିତ ଅଛନ୍ତି। ରାତ୍ରି ପାଟ୍ରୋଲିଂ ବଢ଼ାଇବା ପାଇଁ ଦାବି କରାଯାଇଛି। ପୁଲିସ ଦୋକାନୀମାନଙ୍କ ଅଭିଯୋଗ ଆଧାରରେ ମାମଲା ରୁଜୁ କରି ଅଜ୍ଞାତ ଚୋରଙ୍କ ସନ୍ଧାନ ଚଳାଇଛି। ସିସିଟିଭି ନଥିବାରୁ ଚୋରଙ୍କୁ ଚିହ୍ନଟ କରିବା କଷ୍ଟସାଧ୍ୟ ହେଉଛି। <box>254 703 1006 796</box>
ad-signatory: Project Director <box>843 1972 926 1984</box>
